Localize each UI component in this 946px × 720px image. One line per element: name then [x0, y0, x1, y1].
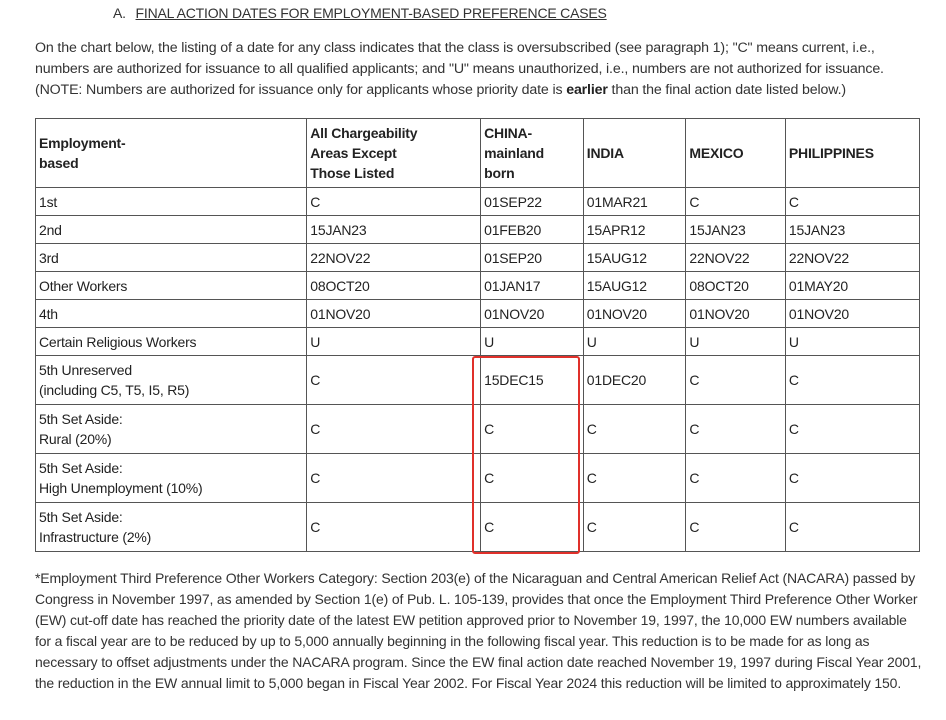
- row-label: [36, 300, 307, 328]
- column-header-line: All Chargeability: [310, 125, 418, 141]
- column-header-line: born: [484, 165, 515, 181]
- row-label-line: High Unemployment (10%): [39, 480, 203, 496]
- date-cell: 22NOV22: [307, 244, 481, 272]
- date-cell: 15DEC15: [481, 356, 584, 405]
- column-header-line: PHILIPPINES: [788, 145, 874, 161]
- column-header: [583, 119, 686, 188]
- row-label-line: 5th Set Aside:: [39, 509, 123, 525]
- column-header-line: CHINA-: [484, 125, 532, 141]
- date-cell: C: [686, 188, 786, 216]
- column-header: [481, 119, 584, 188]
- date-cell: C: [481, 405, 584, 454]
- date-cell: C: [307, 356, 481, 405]
- table-row: [36, 300, 920, 328]
- section-heading: [113, 4, 607, 22]
- column-header: [686, 119, 786, 188]
- date-cell: 15APR12: [583, 216, 686, 244]
- row-label-line: 5th Set Aside:: [39, 411, 123, 427]
- date-cell: C: [785, 356, 919, 405]
- column-header-line: based: [39, 155, 79, 171]
- column-header: [36, 119, 307, 188]
- date-cell: C: [785, 405, 919, 454]
- row-label-line: 3rd: [39, 249, 59, 266]
- row-label-line: Certain Religious Workers: [39, 333, 197, 350]
- date-cell: C: [307, 503, 481, 552]
- date-cell: U: [686, 328, 786, 356]
- row-label-line: 1st: [39, 193, 58, 210]
- date-cell: U: [481, 328, 584, 356]
- row-label-line: Rural (20%): [39, 431, 112, 447]
- date-cell: C: [307, 188, 481, 216]
- table-row: [36, 216, 920, 244]
- date-cell: 01MAY20: [785, 272, 919, 300]
- row-label: [36, 188, 307, 216]
- date-cell: C: [583, 454, 686, 503]
- date-cell: U: [785, 328, 919, 356]
- date-cell: C: [307, 454, 481, 503]
- date-cell: C: [686, 454, 786, 503]
- row-label: [36, 328, 307, 356]
- row-label-line: 5th Set Aside:: [39, 460, 123, 476]
- date-cell: 22NOV22: [686, 244, 786, 272]
- row-label-line: (including C5, T5, I5, R5): [39, 382, 190, 398]
- date-cell: U: [307, 328, 481, 356]
- intro-text-end: than the final action date listed below.): [607, 82, 846, 98]
- header-row: [36, 119, 920, 188]
- table-row: [36, 328, 920, 356]
- date-cell: 01SEP20: [481, 244, 584, 272]
- table-row: [36, 454, 920, 503]
- date-cell: C: [307, 405, 481, 454]
- row-label-line: Other Workers: [39, 277, 128, 294]
- date-cell: C: [686, 503, 786, 552]
- column-header-line: MEXICO: [689, 145, 744, 161]
- date-cell: 22NOV22: [785, 244, 919, 272]
- column-header: [307, 119, 481, 188]
- table-row: [36, 188, 920, 216]
- date-cell: 15AUG12: [583, 244, 686, 272]
- table-body: [36, 188, 920, 552]
- column-header-line: Areas Except: [310, 145, 397, 161]
- date-cell: C: [583, 503, 686, 552]
- table-row: [36, 244, 920, 272]
- row-label: [36, 405, 307, 454]
- date-cell: 15AUG12: [583, 272, 686, 300]
- date-cell: C: [785, 454, 919, 503]
- date-cell: 01NOV20: [686, 300, 786, 328]
- row-label-line: Infrastructure (2%): [39, 529, 152, 545]
- date-cell: 08OCT20: [686, 272, 786, 300]
- date-cell: 01NOV20: [307, 300, 481, 328]
- date-cell: C: [686, 356, 786, 405]
- row-label: [36, 216, 307, 244]
- column-header-line: Those Listed: [310, 165, 395, 181]
- date-cell: 01SEP22: [481, 188, 584, 216]
- table-row: [36, 272, 920, 300]
- date-cell: 01DEC20: [583, 356, 686, 405]
- date-cell: C: [583, 405, 686, 454]
- section-letter: A.: [113, 5, 126, 21]
- intro-text: On the chart below, the listing of a date for any class indicates that the class is oversubscribed (see paragraph 1); "C" means current, i.e., numbers are authorized for issuance to all qualified applicants; and "U" means unauthorized, i.e., numbers are not authorized for issuance. (NOTE: Numbers are authorized for issuance only for applicants whose priority date is: [35, 40, 884, 98]
- date-cell: 01NOV20: [481, 300, 584, 328]
- final-action-dates-table: [35, 118, 920, 552]
- date-cell: 01MAR21: [583, 188, 686, 216]
- date-cell: 01NOV20: [583, 300, 686, 328]
- column-header: [785, 119, 919, 188]
- row-label-line: 4th: [39, 305, 58, 322]
- row-label: [36, 503, 307, 552]
- date-cell: 15JAN23: [686, 216, 786, 244]
- row-label-line: 2nd: [39, 221, 62, 238]
- footnote: *Employment Third Preference Other Workers Category: Section 203(e) of the Nicaraguan and Central American Relief Act (NACARA) passed by Congress in November 1997, as amended by Section 1(e) of Pub. L. 105-139, provides that once the Employment Third Preference Other Worker (EW) cut-off date has reached the priority date of the latest EW petition approved prior to November 19, 1997, the 10,000 EW numbers available for a fiscal year are to be reduced by up to 5,000 annually beginning in the following fiscal year. This reduction is to be made for as long as necessary to offset adjustments under the NACARA program. Since the EW final action date reached November 19, 1997 during Fiscal Year 2001, the reduction in the EW annual limit to 5,000 began in Fiscal Year 2002. For Fiscal Year 2024 this reduction will be limited to approximately 150.: [35, 570, 922, 691]
- section-title: FINAL ACTION DATES FOR EMPLOYMENT-BASED PREFERENCE CASES: [135, 5, 607, 21]
- table-row: [36, 356, 920, 405]
- row-label: [36, 356, 307, 405]
- date-cell: C: [785, 188, 919, 216]
- date-cell: 08OCT20: [307, 272, 481, 300]
- table-row: [36, 503, 920, 552]
- column-header-line: Employment-: [39, 135, 126, 151]
- row-label: [36, 244, 307, 272]
- row-label: [36, 272, 307, 300]
- date-cell: C: [481, 454, 584, 503]
- date-cell: 01FEB20: [481, 216, 584, 244]
- date-cell: C: [481, 503, 584, 552]
- date-cell: 15JAN23: [785, 216, 919, 244]
- date-cell: 01JAN17: [481, 272, 584, 300]
- table-row: [36, 405, 920, 454]
- date-cell: U: [583, 328, 686, 356]
- date-cell: C: [785, 503, 919, 552]
- date-cell: 01NOV20: [785, 300, 919, 328]
- intro-bold-word: earlier: [566, 82, 608, 98]
- date-cell: 15JAN23: [307, 216, 481, 244]
- row-label-line: 5th Unreserved: [39, 362, 132, 378]
- column-header-line: INDIA: [586, 145, 624, 161]
- column-header-line: mainland: [484, 145, 544, 161]
- intro-paragraph: [35, 38, 915, 101]
- date-cell: C: [686, 405, 786, 454]
- row-label: [36, 454, 307, 503]
